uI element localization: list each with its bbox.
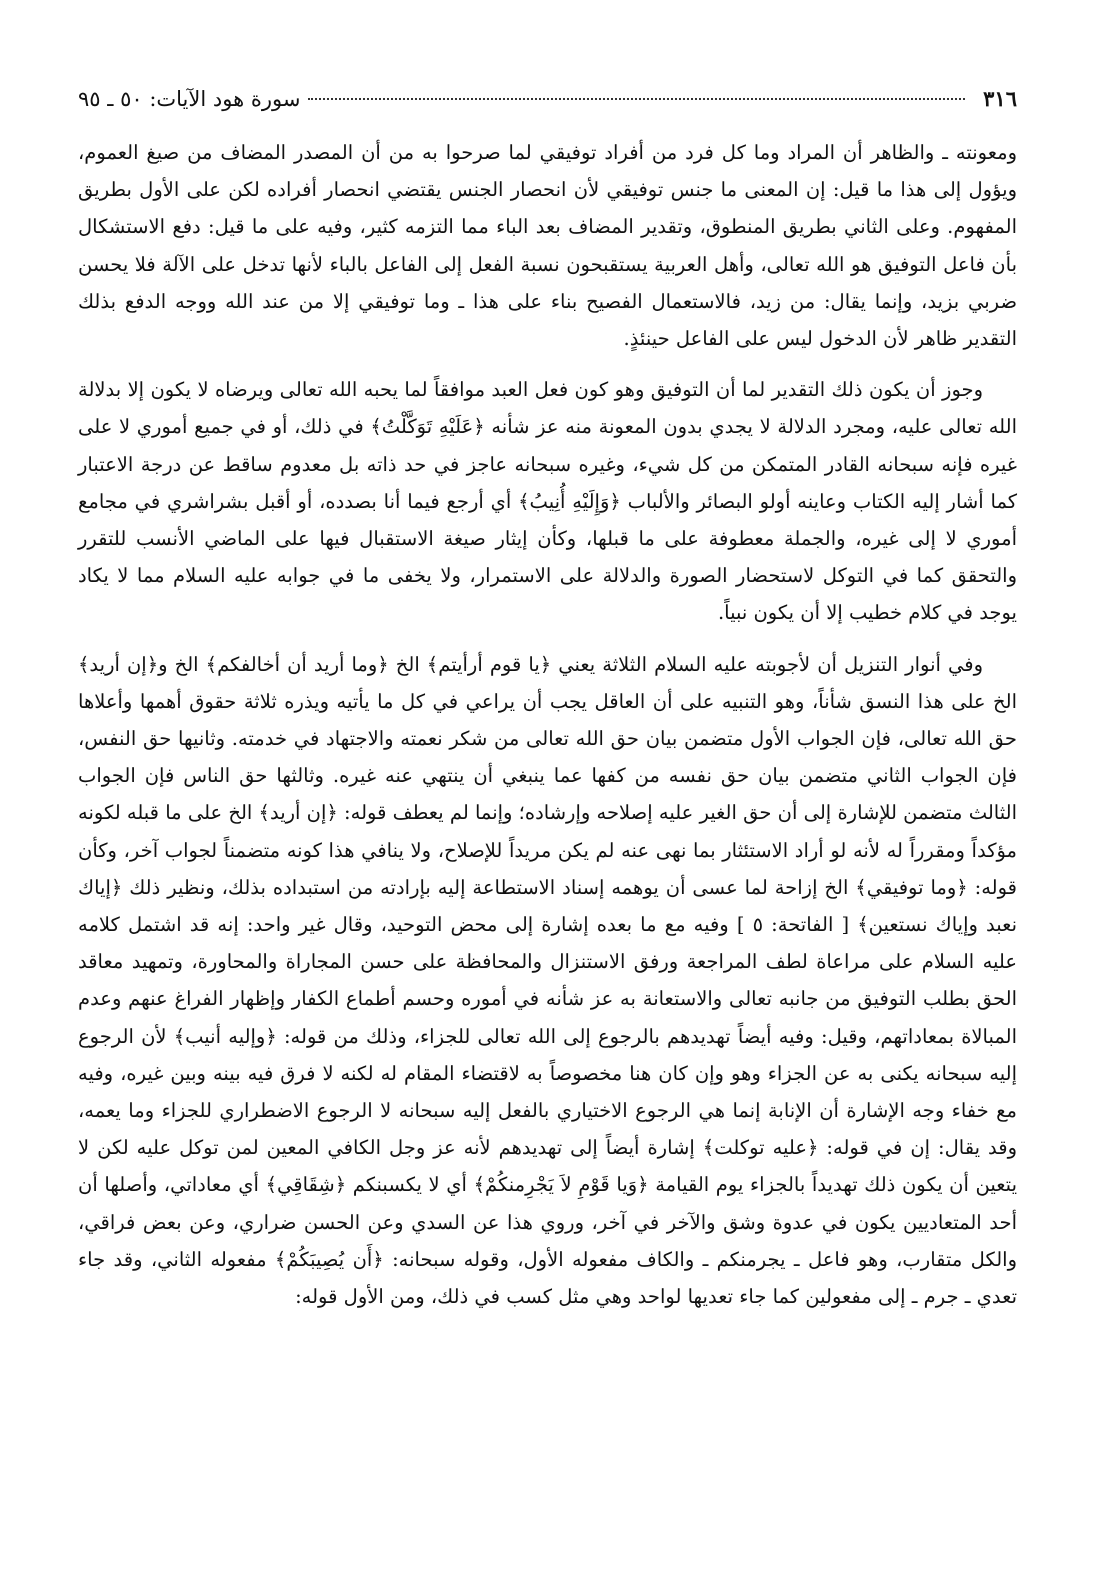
document-page: [78, 82, 1017, 1535]
paragraph: وجوز أن يكون ذلك التقدير لما أن التوفيق وهو كون فعل العبد موافقاً لما يحبه الله تعالى ويرضاه لا يكون إلا بدلالة الله تعالى عليه، ومجرد الدلالة لا يجدي بدون المعونة منه عز شأنه ﴿عَلَيْهِ تَوَكَّلْتُ﴾ في ذلك، أو في جميع أموري لا على غيره فإنه سبحانه القادر المتمكن من كل شيء، وغيره سبحانه عاجز في حد ذاته بل معدوم ساقط عن درجة الاعتبار كما أشار إليه الكتاب وعاينه أولو البصائر والألباب ﴿وَإِلَيْهِ أُنِيبُ﴾ أي أرجع فيما أنا بصدده، أو أقبل بشراشري في مجامع أموري لا إلى غيره، والجملة معطوفة على ما قبلها، وكأن إيثار صيغة الاستقبال فيها على الماضي الأنسب للتقرر والتحقق كما في التوكل لاستحضار الصورة والدلالة على الاستمرار، ولا يخفى ما في جوابه عليه السلام مما لا يكاد يوجد في كلام خطيب إلا أن يكون نبياً.: [78, 378, 1017, 625]
surah-title: سورة هود الآيات: ٥٠ ـ ٩٥: [78, 87, 301, 111]
paragraph: ومعونته ـ والظاهر أن المراد وما كل فرد من أفراد توفيقي لما صرحوا به من أن المصدر المضاف من صيغ العموم، ويؤول إلى هذا ما قيل: إن المعنى ما جنس توفيقي لأن انحصار الجنس يقتضي انحصار أفراده لكن على الأول بطريق المفهوم. وعلى الثاني بطريق المنطوق، وتقدير المضاف بعد الباء مما التزمه كثير، وفيه على ما قيل: دفع الاستشكال بأن فاعل التوفيق هو الله تعالى، وأهل العربية يستقبحون نسبة الفعل إلى الفاعل بالباء لأنها تدخل على الآلة فلا يحسن ضربي بزيد، وإنما يقال: من زيد، فالاستعمال الفصيح بناء على هذا ـ وما توفيقي إلا من عند الله ووجه الدفع بذلك التقدير ظاهر لأن الدخول ليس على الفاعل حينئذٍ.: [78, 141, 1017, 351]
header-dotted-leader: [308, 98, 965, 100]
running-header: [78, 82, 1017, 116]
page-number: ٣١٦: [983, 86, 1017, 111]
paragraph: وفي أنوار التنزيل أن لأجوبته عليه السلام الثلاثة يعني ﴿يا قوم أرأيتم﴾ الخ ﴿وما أريد أن أخالفكم﴾ الخ و﴿إن أريد﴾ الخ على هذا النسق شأناً، وهو التنبيه على أن العاقل يجب أن يراعي في كل ما يأتيه ويذره ثلاثة حقوق أهمها وأعلاها حق الله تعالى، فإن الجواب الأول متضمن بيان حق الله تعالى من شكر نعمته والاجتهاد في خدمته. وثانيها حق النفس، فإن الجواب الثاني متضمن بيان حق نفسه من كفها عما ينبغي أن ينتهي عنه غيره. وثالثها حق الناس فإن الجواب الثالث متضمن للإشارة إلى أن حق الغير عليه إصلاحه وإرشاده؛ وإنما لم يعطف قوله: ﴿إن أريد﴾ الخ على ما قبله لكونه مؤكداً ومقرراً له لأنه لو أراد الاستئثار بما نهى عنه لم يكن مريداً للإصلاح، ولا ينافي هذا كونه متضمناً لجواب آخر، وكأن قوله: ﴿وما توفيقي﴾ الخ إزاحة لما عسى أن يوهمه إسناد الاستطاعة إليه بإرادته من استبداده بذلك، ونظير ذلك ﴿إياك نعبد وإياك نستعين﴾ [ الفاتحة: ٥ ] وفيه مع ما بعده إشارة إلى محض التوحيد، وقال غير واحد: إنه قد اشتمل كلامه عليه السلام على مراعاة لطف المراجعة ورفق الاستنزال والمحافظة على حسن المجاراة والمحاورة، وتمهيد معاقد الحق بطلب التوفيق من جانبه تعالى والاستعانة به عز شأنه في أموره وحسم أطماع الكفار وإظهار الفراغ عنهم وعدم المبالاة بمعاداتهم، وقيل: وفيه أيضاً تهديدهم بالرجوع إلى الله تعالى للجزاء، وذلك من قوله: ﴿وإليه أنيب﴾ لأن الرجوع إليه سبحانه يكنى به عن الجزاء وهو وإن كان هنا مخصوصاً به لاقتضاء المقام له لكنه لا فرق فيه بينه وبين غيره، وفيه مع خفاء وجه الإشارة أن الإنابة إنما هي الرجوع الاختياري بالفعل إليه سبحانه لا الرجوع الاضطراري للجزاء وما يعمه، وقد يقال: إن في قوله: ﴿عليه توكلت﴾ إشارة أيضاً إلى تهديدهم لأنه عز وجل الكافي المعين لمن توكل عليه لكن لا يتعين أن يكون ذلك تهديداً بالجزاء يوم القيامة ﴿وَيا قَوْمِ لاَ يَجْرِمنكُمْ﴾ أي لا يكسبنكم ﴿شِقَاقِي﴾ أي معاداتي، وأصلها أن أحد المتعاديين يكون في عدوة وشق والآخر في آخر، وروي هذا عن السدي وعن الحسن ضراري، وعن بعض فراقي، والكل متقارب، وهو فاعل ـ يجرمنكم ـ والكاف مفعوله الأول، وقوله سبحانه: ﴿أَن يُصِيبَكُمْ﴾ مفعوله الثاني، وقد جاء تعدي ـ جرم ـ إلى مفعولين كما جاء تعديها لواحد وهي مثل كسب في ذلك، ومن الأول قوله:: [78, 652, 1017, 1309]
